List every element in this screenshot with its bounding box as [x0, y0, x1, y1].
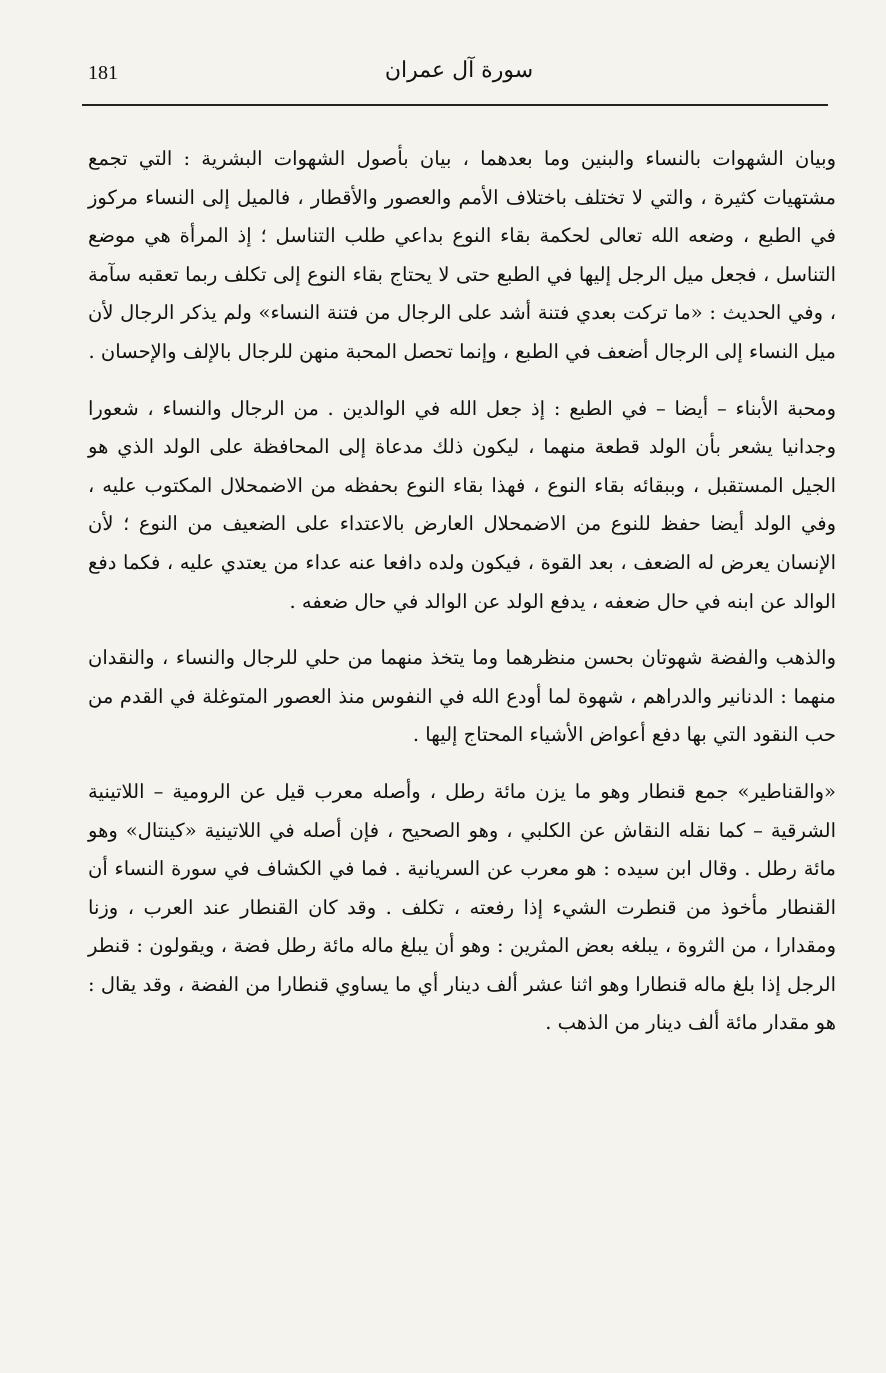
paragraph-lust-desires: وبيان الشهوات بالنساء والبنين وما بعدهما ، بيان بأصول الشهوات البشرية : التي تجمع مشتهيات كثيرة ، والتي لا تختلف باختلاف الأمم والعصور والأقطار ، فالميل إلى النساء مركوز في الطبع ، وضعه الله تعالى لحكمة بقاء النوع بداعي طلب التناسل ؛ إذ المرأة هي موضع التناسل ، فجعل ميل الرجل إليها في الطبع حتى لا يحتاج بقاء النوع إلى تكلف ربما تعقبه سآمة ، وفي الحديث : «ما تركت بعدي فتنة أشد على الرجال من فتنة النساء» ولم يذكر الرجال لأن ميل النساء إلى الرجال أضعف في الطبع ، وإنما تحصل المحبة منهن للرجال بالإلف والإحسان . — [88, 147, 836, 363]
body-text — [88, 140, 836, 1061]
page-header — [88, 56, 830, 96]
paragraph-qanatir: «والقناطير» جمع قنطار وهو ما يزن مائة رطل ، وأصله معرب قيل عن الرومية – اللاتينية الشرقية – كما نقله النقاش عن الكلبي ، وهو الصحيح ، فإن أصله في اللاتينية «كينتال» وهو مائة رطل . وقال ابن سيده : هو معرب عن السريانية . فما في الكشاف في سورة النساء أن القنطار مأخوذ من قنطرت الشيء إذا رفعته ، تكلف . وقد كان القنطار عند العرب ، وزنا ومقدارا ، من الثروة ، يبلغه بعض المثرين : وهو أن يبلغ ماله مائة رطل فضة ، ويقولون : قنطر الرجل إذا بلغ ماله قنطارا وهو اثنا عشر ألف دينار أي ما يساوي قنطارا من الفضة ، وقد يقال : هو مقدار مائة ألف دينار من الذهب . — [88, 779, 836, 1035]
header-rule — [82, 104, 828, 106]
paragraph-love-of-children: ومحبة الأبناء – أيضا – في الطبع : إذ جعل الله في الوالدين . من الرجال والنساء ، شعورا وجدانيا يشعر بأن الولد قطعة منهما ، ليكون ذلك مدعاة إلى المحافظة على الولد الذي هو الجيل المستقبل ، وببقائه بقاء النوع ، فهذا بقاء النوع بحفظه من الاضمحلال المكتوب عليه ، وفي الولد أيضا حفظ للنوع من الاضمحلال العارض بالاعتداء على الضعيف من النوع ؛ لأن الإنسان يعرض له الضعف ، بعد القوة ، فيكون ولده دافعا عنه عداء من يعتدي عليه ، فكما دفع الوالد عن ابنه في حال ضعفه ، يدفع الولد عن الوالد في حال ضعفه . — [88, 396, 836, 613]
page-number: 181 — [88, 62, 118, 84]
paragraph-gold-silver: والذهب والفضة شهوتان بحسن منظرهما وما يتخذ منهما من حلي للرجال والنساء ، والنقدان منهما : الدنانير والدراهم ، شهوة لما أودع الله في النفوس منذ العصور المتوغلة في القدم من حب النقود التي بها دفع أعواض الأشياء المحتاج إليها . — [88, 646, 836, 747]
running-title: سورة آل عمران — [384, 58, 534, 83]
